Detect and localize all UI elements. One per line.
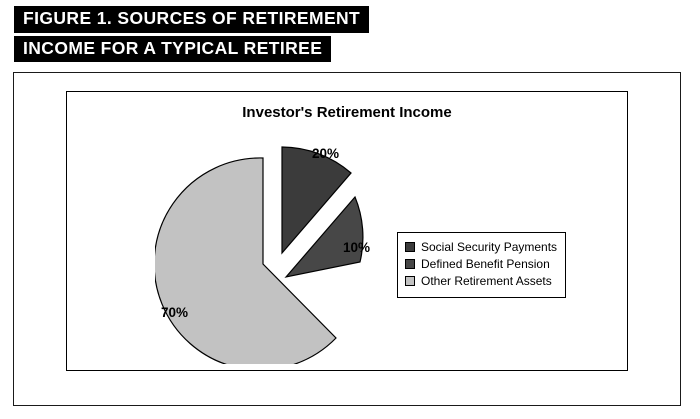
legend-label-other-retirement-assets: Other Retirement Assets (421, 274, 552, 289)
pie-label-70: 70% (161, 305, 189, 320)
figure-title-line-2: INCOME FOR A TYPICAL RETIREE (14, 36, 331, 63)
pie-label-20: 20% (312, 146, 340, 161)
legend-swatch-icon (405, 276, 415, 286)
legend-item-social-security-payments (405, 239, 557, 255)
pie-chart (155, 134, 405, 364)
chart-plot-area (66, 91, 628, 371)
pie-label-10: 10% (343, 240, 371, 255)
legend-swatch-icon (405, 259, 415, 269)
legend-item-defined-benefit-pension (405, 256, 557, 272)
legend-item-other-retirement-assets (405, 273, 557, 289)
figure-title-line-1-row (14, 6, 369, 33)
legend-swatch-icon (405, 242, 415, 252)
chart-title: Investor's Retirement Income (242, 104, 452, 121)
legend-label-social-security-payments: Social Security Payments (421, 240, 558, 254)
figure-title-line-2-row (14, 36, 369, 63)
legend-label-defined-benefit-pension: Defined Benefit Pension (421, 257, 550, 272)
figure-frame (13, 72, 681, 406)
figure-title-banner (14, 6, 369, 65)
figure-title-line-1: FIGURE 1. SOURCES OF RETIREMENT (14, 6, 369, 33)
chart-legend (397, 232, 566, 298)
